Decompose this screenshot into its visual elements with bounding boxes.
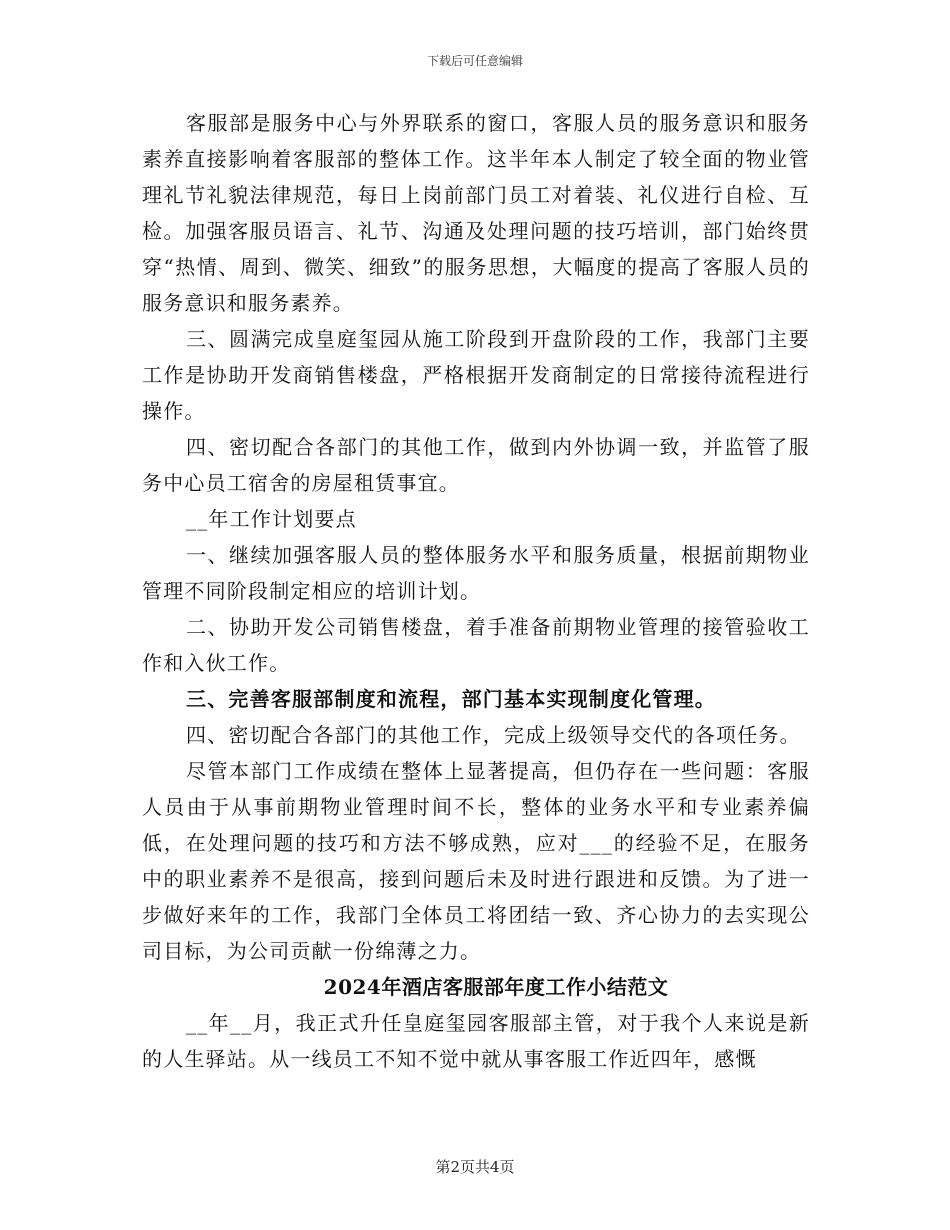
paragraph-7-bold: 三、完善客服部制度和流程，部门基本实现制度化管理。 xyxy=(186,687,716,711)
paragraph-9: 尽管本部门工作成绩在整体上显著提高，但仍存在一些问题：客服人员由于从事前期物业管理时间不长，整体的业务水平和专业素养偏低，在处理问题的技巧和方法不够成熟，应对___的经验不足，在服务中的职业素养不是很高，接到问题后未及时进行跟进和反馈。为了进一步做好来年的工作，我部门全体员工将团结一致、齐心协力的去实现公司目标，为公司贡献一份绵薄之力。 xyxy=(142,759,810,963)
paragraph-3: 四、密切配合各部门的其他工作，做到内外协调一致，并监管了服务中心员工宿舍的房屋租赁事宜。 xyxy=(142,435,810,495)
paragraph-4: __年工作计划要点 xyxy=(186,507,357,531)
page-header-note: 下载后可任意编辑 xyxy=(426,54,523,68)
paragraph-after-title: __年__月，我正式升任皇庭玺园客服部主管，对于我个人来说是新的人生驿站。从一线员工不知不觉中就从事客服工作近四年，感慨 xyxy=(142,1011,810,1071)
page-number: 第2页共4页 xyxy=(435,1158,515,1176)
paragraph-1: 客服部是服务中心与外界联系的窗口，客服人员的服务意识和服务素养直接影响着客服部的整体工作。这半年本人制定了较全面的物业管理礼节礼貌法律规范，每日上岗前部门员工对着装、礼仪进行自检、互检。加强客服员语言、礼节、沟通及处理问题的技巧培训，部门始终贯穿“热情、周到、微笑、细致”的服务思想，大幅度的提高了客服人员的服务意识和服务素养。 xyxy=(142,111,810,315)
section-title: 2024年酒店客服部年度工作小结范文 xyxy=(323,975,669,999)
document-body xyxy=(142,105,810,1077)
paragraph-6: 二、协助开发公司销售楼盘，着手准备前期物业管理的接管验收工作和入伙工作。 xyxy=(142,615,810,675)
paragraph-2: 三、圆满完成皇庭玺园从施工阶段到开盘阶段的工作，我部门主要工作是协助开发商销售楼盘，严格根据开发商制定的日常接待流程进行操作。 xyxy=(142,327,810,423)
paragraph-8: 四、密切配合各部门的其他工作，完成上级领导交代的各项任务。 xyxy=(186,723,801,747)
paragraph-5: 一、继续加强客服人员的整体服务水平和服务质量，根据前期物业管理不同阶段制定相应的培训计划。 xyxy=(142,543,810,603)
